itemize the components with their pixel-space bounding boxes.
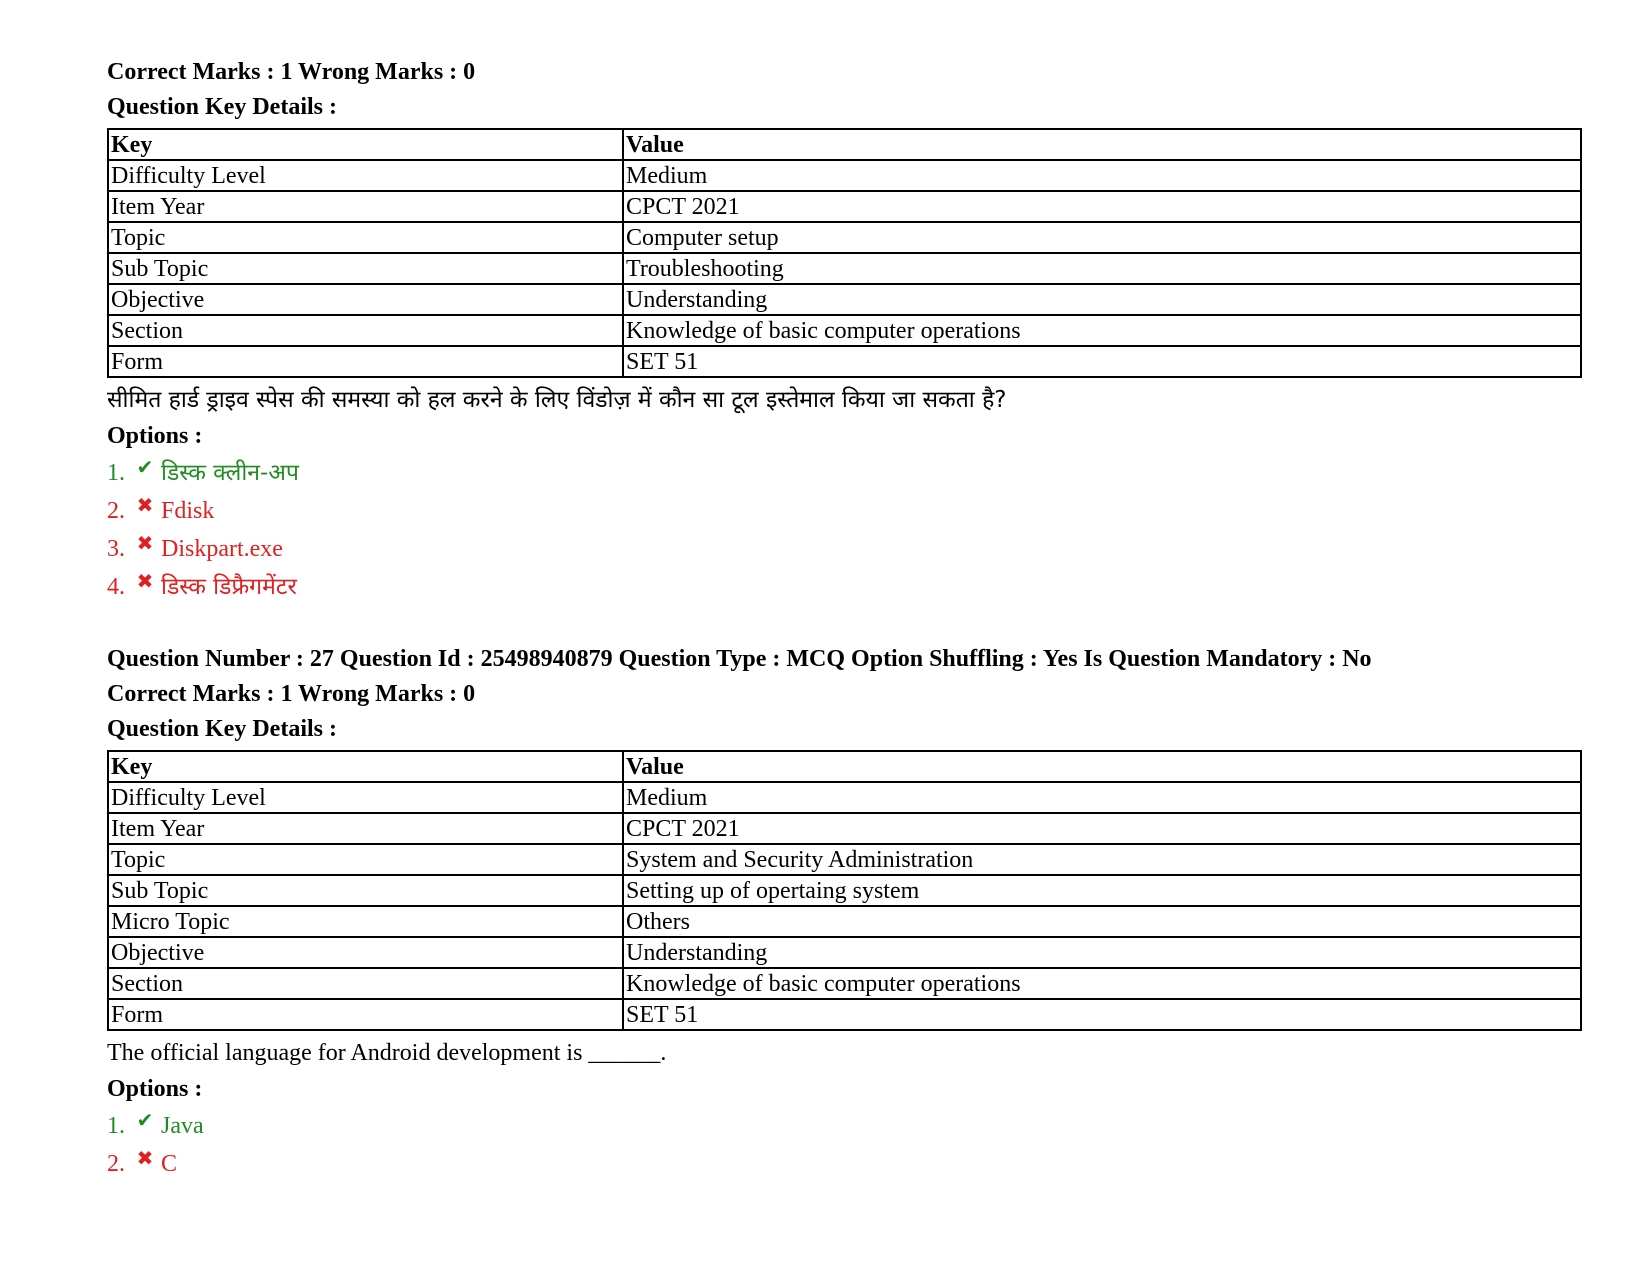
row-value: Others — [623, 906, 1581, 937]
row-key: Item Year — [108, 191, 623, 222]
key-details-label: Question Key Details : — [107, 94, 337, 120]
row-key: Topic — [108, 844, 623, 875]
row-value: Computer setup — [623, 222, 1581, 253]
option-text: Java — [161, 1113, 204, 1139]
row-value: CPCT 2021 — [623, 191, 1581, 222]
row-key: Difficulty Level — [108, 160, 623, 191]
table-row — [108, 875, 1581, 906]
key-details-table — [107, 750, 1582, 1031]
option-number: 3. — [107, 536, 125, 562]
header-value: Value — [623, 751, 1581, 782]
key-details-label: Question Key Details : — [107, 716, 337, 742]
question-block-2 — [107, 642, 1582, 1183]
option-number: 2. — [107, 498, 125, 524]
option-number: 1. — [107, 460, 125, 486]
option-number: 4. — [107, 574, 125, 600]
table-row — [108, 999, 1581, 1030]
cross-icon: ✖ — [136, 569, 154, 593]
table-row — [108, 160, 1581, 191]
row-key: Sub Topic — [108, 253, 623, 284]
cross-icon: ✖ — [136, 493, 154, 517]
option-text: Fdisk — [161, 498, 215, 524]
table-row — [108, 968, 1581, 999]
key-details-table — [107, 128, 1582, 378]
row-key: Form — [108, 346, 623, 377]
cross-icon: ✖ — [136, 1146, 154, 1170]
cross-icon: ✖ — [136, 531, 154, 555]
block-spacer — [107, 606, 1582, 642]
option-text: Diskpart.exe — [161, 536, 283, 562]
row-value: CPCT 2021 — [623, 813, 1581, 844]
option-number: 2. — [107, 1151, 125, 1177]
table-header-row — [108, 751, 1581, 782]
row-key: Objective — [108, 284, 623, 315]
row-value: Setting up of opertaing system — [623, 875, 1581, 906]
check-icon: ✔ — [136, 455, 154, 479]
table-row — [108, 782, 1581, 813]
row-key: Section — [108, 315, 623, 346]
option-4 — [107, 568, 1582, 606]
row-value: Knowledge of basic computer operations — [623, 968, 1581, 999]
row-key: Objective — [108, 937, 623, 968]
table-row — [108, 191, 1581, 222]
question-paper — [107, 55, 1582, 1183]
option-text: डिस्क डिफ्रैगमेंटर — [161, 574, 297, 600]
table-row — [108, 844, 1581, 875]
question-text: The official language for Android development is ______. — [107, 1040, 667, 1066]
table-row — [108, 346, 1581, 377]
row-key: Item Year — [108, 813, 623, 844]
marks-line: Correct Marks : 1 Wrong Marks : 0 — [107, 59, 476, 85]
question-text: सीमित हार्ड ड्राइव स्पेस की समस्या को हल करने के लिए विंडोज़ में कौन सा टूल इस्तेमाल किया जा सकता है? — [107, 387, 1007, 413]
row-value: System and Security Administration — [623, 844, 1581, 875]
row-value: Knowledge of basic computer operations — [623, 315, 1581, 346]
question-header-line: Question Number : 27 Question Id : 25498940879 Question Type : MCQ Option Shuffling : Yes Is Question Mandatory : No — [107, 646, 1372, 672]
row-value: Medium — [623, 160, 1581, 191]
question-block-1 — [107, 55, 1582, 606]
table-row — [108, 813, 1581, 844]
table-row — [108, 284, 1581, 315]
options-label: Options : — [107, 423, 203, 449]
options-label: Options : — [107, 1076, 203, 1102]
option-number: 1. — [107, 1113, 125, 1139]
option-1 — [107, 1107, 1582, 1145]
marks-line: Correct Marks : 1 Wrong Marks : 0 — [107, 681, 476, 707]
row-value: Troubleshooting — [623, 253, 1581, 284]
table-row — [108, 315, 1581, 346]
option-1 — [107, 454, 1582, 492]
check-icon: ✔ — [136, 1108, 154, 1132]
row-value: Medium — [623, 782, 1581, 813]
row-key: Difficulty Level — [108, 782, 623, 813]
table-row — [108, 937, 1581, 968]
header-key: Key — [108, 751, 623, 782]
option-text: C — [161, 1151, 178, 1177]
row-value: SET 51 — [623, 999, 1581, 1030]
table-row — [108, 222, 1581, 253]
option-3 — [107, 530, 1582, 568]
header-key: Key — [108, 129, 623, 160]
row-key: Form — [108, 999, 623, 1030]
row-value: Understanding — [623, 284, 1581, 315]
option-2 — [107, 1145, 1582, 1183]
header-value: Value — [623, 129, 1581, 160]
row-key: Topic — [108, 222, 623, 253]
option-text: डिस्क क्लीन-अप — [161, 460, 299, 486]
row-value: SET 51 — [623, 346, 1581, 377]
row-key: Section — [108, 968, 623, 999]
row-key: Sub Topic — [108, 875, 623, 906]
table-header-row — [108, 129, 1581, 160]
table-row — [108, 253, 1581, 284]
option-2 — [107, 492, 1582, 530]
row-key: Micro Topic — [108, 906, 623, 937]
row-value: Understanding — [623, 937, 1581, 968]
table-row — [108, 906, 1581, 937]
